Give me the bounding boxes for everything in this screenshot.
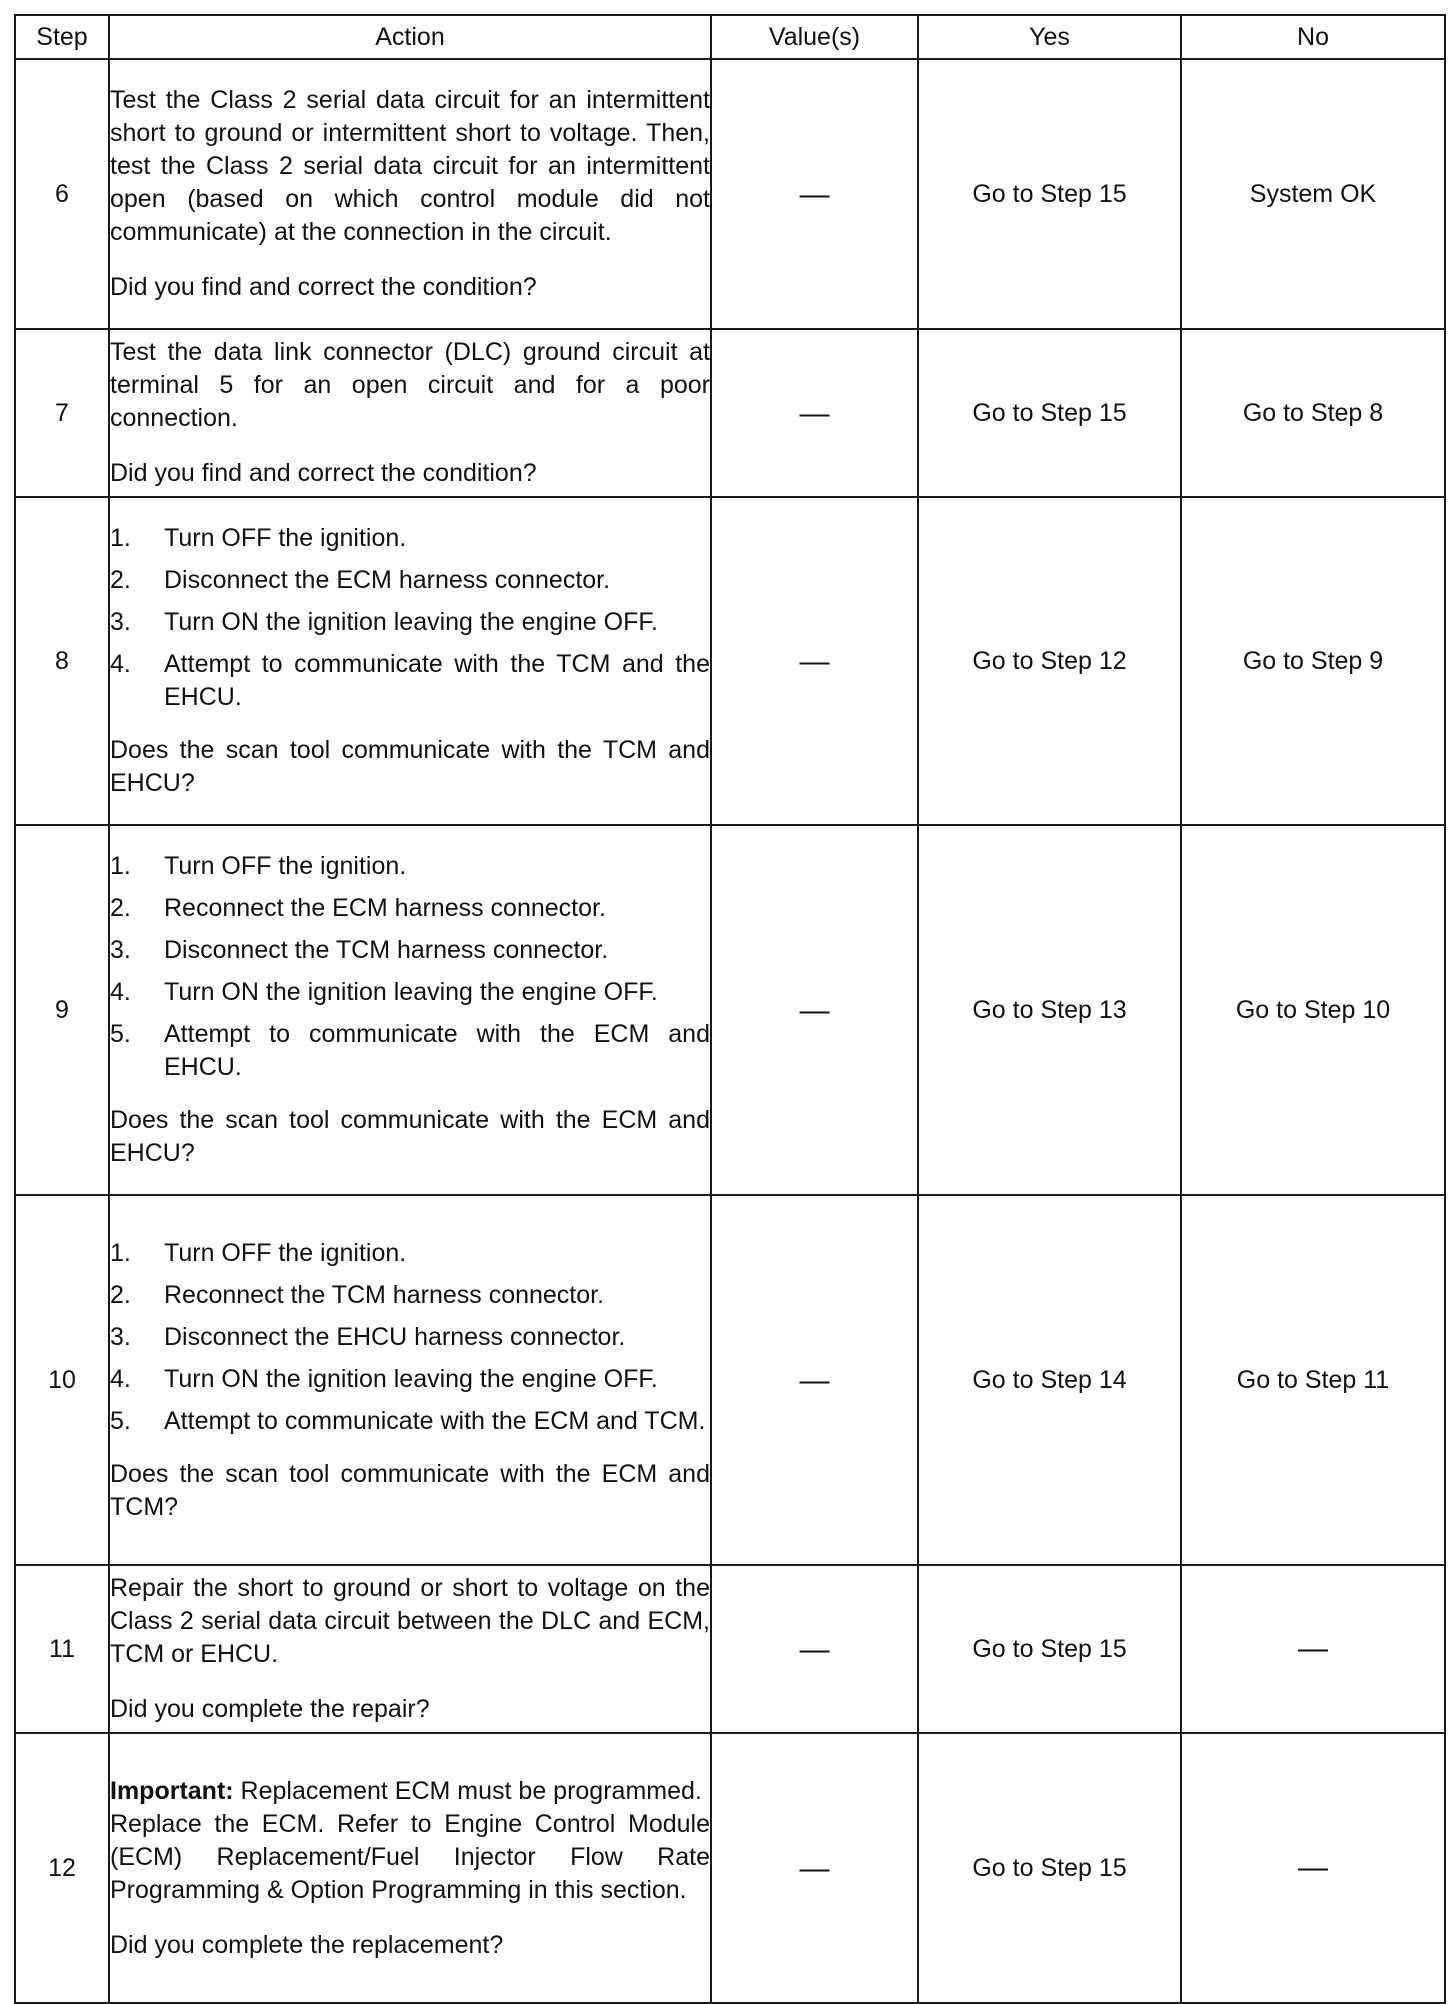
list-item xyxy=(110,564,710,597)
header-no: No xyxy=(1181,15,1445,59)
action-question: Does the scan tool communicate with the TCM and EHCU? xyxy=(110,736,710,797)
no-cell: Go to Step 11 xyxy=(1181,1195,1445,1565)
item-number: 1. xyxy=(110,524,131,552)
item-number: 5. xyxy=(110,1020,131,1048)
no-cell xyxy=(1181,1565,1445,1733)
value-cell: — xyxy=(711,825,918,1195)
dash: — xyxy=(1298,1631,1328,1665)
procedure-list xyxy=(110,1237,710,1438)
item-number: 4. xyxy=(110,1364,131,1393)
action-question: Did you complete the replacement? xyxy=(110,1930,504,1959)
value-cell: — xyxy=(711,329,918,497)
important-text: Replacement ECM must be programmed. xyxy=(233,1776,702,1805)
important-label: Important: xyxy=(110,1776,234,1805)
item-text: Turn ON the ignition leaving the engine OFF. xyxy=(164,1364,658,1393)
important-note xyxy=(110,1775,710,1808)
list-item xyxy=(110,1279,710,1312)
yes-cell: Go to Step 12 xyxy=(918,497,1181,825)
item-text: Attempt to communicate with the TCM and the EHCU. xyxy=(164,650,710,711)
list-item xyxy=(110,606,710,639)
action-question: Did you complete the repair? xyxy=(110,1695,430,1723)
action-cell xyxy=(109,497,711,825)
table-row xyxy=(15,329,1445,497)
no-cell: Go to Step 10 xyxy=(1181,825,1445,1195)
dash: — xyxy=(1298,1850,1328,1884)
item-text: Turn ON the ignition leaving the engine OFF. xyxy=(164,978,658,1006)
item-number: 1. xyxy=(110,852,131,880)
yes-cell: Go to Step 15 xyxy=(918,59,1181,329)
yes-cell: Go to Step 14 xyxy=(918,1195,1181,1565)
step-number: 7 xyxy=(15,329,109,497)
yes-cell: Go to Step 15 xyxy=(918,1733,1181,2003)
item-number: 4. xyxy=(110,650,131,678)
action-cell xyxy=(109,59,711,329)
item-number: 2. xyxy=(110,894,131,922)
no-cell: Go to Step 8 xyxy=(1181,329,1445,497)
value-cell: — xyxy=(711,1733,918,2003)
item-number: 2. xyxy=(110,1280,131,1309)
list-item xyxy=(110,976,710,1009)
table-row xyxy=(15,1195,1445,1565)
step-number: 10 xyxy=(15,1195,109,1565)
no-cell: Go to Step 9 xyxy=(1181,497,1445,825)
action-question: Did you find and correct the condition? xyxy=(110,459,537,487)
step-number: 6 xyxy=(15,59,109,329)
item-text: Disconnect the ECM harness connector. xyxy=(164,566,611,594)
header-row xyxy=(15,15,1445,59)
list-item xyxy=(110,648,710,714)
action-question: Does the scan tool communicate with the ECM and TCM? xyxy=(110,1459,710,1521)
yes-cell: Go to Step 15 xyxy=(918,1565,1181,1733)
table-row xyxy=(15,825,1445,1195)
header-yes: Yes xyxy=(918,15,1181,59)
no-cell: System OK xyxy=(1181,59,1445,329)
list-item xyxy=(110,892,710,925)
header-action: Action xyxy=(109,15,711,59)
table-row xyxy=(15,59,1445,329)
no-cell xyxy=(1181,1733,1445,2003)
item-text: Reconnect the TCM harness connector. xyxy=(164,1280,605,1309)
action-cell xyxy=(109,329,711,497)
step-number: 8 xyxy=(15,497,109,825)
item-number: 4. xyxy=(110,978,131,1006)
yes-cell: Go to Step 13 xyxy=(918,825,1181,1195)
list-item xyxy=(110,522,710,555)
yes-cell: Go to Step 15 xyxy=(918,329,1181,497)
item-number: 3. xyxy=(110,1322,131,1351)
item-number: 1. xyxy=(110,1238,131,1267)
value-cell: — xyxy=(711,59,918,329)
item-text: Turn ON the ignition leaving the engine OFF. xyxy=(164,608,658,636)
item-number: 2. xyxy=(110,566,131,594)
value-cell: — xyxy=(711,497,918,825)
list-item xyxy=(110,934,710,967)
action-text: Test the data link connector (DLC) ground circuit at terminal 5 for an open circuit and for a poor connection. xyxy=(110,338,710,432)
header-values: Value(s) xyxy=(711,15,918,59)
table-row xyxy=(15,1733,1445,2003)
action-cell xyxy=(109,1195,711,1565)
item-text: Disconnect the TCM harness connector. xyxy=(164,936,609,964)
action-cell xyxy=(109,1733,711,2003)
list-item xyxy=(110,1237,710,1270)
action-text: Repair the short to ground or short to voltage on the Class 2 serial data circuit between the DLC and ECM, TCM or EHCU. xyxy=(110,1574,710,1668)
list-item xyxy=(110,1321,710,1354)
item-text: Turn OFF the ignition. xyxy=(164,1238,407,1267)
step-number: 12 xyxy=(15,1733,109,2003)
procedure-list xyxy=(110,850,710,1084)
step-number: 9 xyxy=(15,825,109,1195)
procedure-list xyxy=(110,522,710,714)
action-text: Replace the ECM. Refer to Engine Control Module (ECM) Replacement/Fuel Injector Flow Rate Programming & Option Programming in this section. xyxy=(110,1809,710,1904)
item-text: Attempt to communicate with the ECM and EHCU. xyxy=(164,1020,710,1081)
item-text: Disconnect the EHCU harness connector. xyxy=(164,1322,626,1351)
action-cell xyxy=(109,825,711,1195)
action-question: Does the scan tool communicate with the ECM and EHCU? xyxy=(110,1106,710,1167)
diagnostic-table xyxy=(14,14,1446,2004)
action-cell xyxy=(109,1565,711,1733)
value-cell: — xyxy=(711,1195,918,1565)
item-text: Turn OFF the ignition. xyxy=(164,524,407,552)
table-row xyxy=(15,1565,1445,1733)
list-item xyxy=(110,850,710,883)
item-number: 5. xyxy=(110,1406,131,1435)
value-cell: — xyxy=(711,1565,918,1733)
item-text: Reconnect the ECM harness connector. xyxy=(164,894,606,922)
table-row xyxy=(15,497,1445,825)
list-item xyxy=(110,1363,710,1396)
action-text: Test the Class 2 serial data circuit for an intermittent short to ground or intermittent short to voltage. Then, test the Class 2 serial data circuit for an intermittent open (based on which control module did not communicate) at the connection in the circuit. xyxy=(110,86,710,246)
step-number: 11 xyxy=(15,1565,109,1733)
item-text: Turn OFF the ignition. xyxy=(164,852,407,880)
list-item xyxy=(110,1018,710,1084)
header-step: Step xyxy=(15,15,109,59)
item-number: 3. xyxy=(110,608,131,636)
list-item xyxy=(110,1405,710,1438)
item-number: 3. xyxy=(110,936,131,964)
action-question: Did you find and correct the condition? xyxy=(110,273,537,301)
item-text: Attempt to communicate with the ECM and TCM. xyxy=(164,1406,706,1435)
